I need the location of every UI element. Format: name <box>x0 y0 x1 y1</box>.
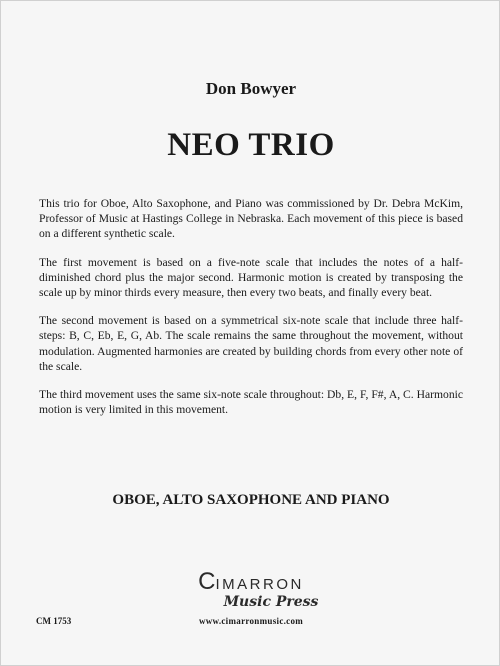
publisher-logo <box>1 568 500 610</box>
logo-rest: IMARRON <box>215 576 304 593</box>
publisher-logo-subtitle: Music Press <box>223 594 319 610</box>
logo-initial: C <box>198 568 216 595</box>
program-note-paragraph: The third movement uses the same six-note scale throughout: Db, E, F, F#, A, C. Harmonic motion is very limited in this movement. <box>39 388 463 417</box>
publisher-website: www.cimarronmusic.com <box>198 616 304 626</box>
piece-title: NEO TRIO <box>167 127 335 163</box>
program-notes <box>39 196 463 430</box>
publisher-logo-wordmark <box>1 568 500 596</box>
catalog-number: CM 1753 <box>36 616 72 626</box>
program-note-paragraph: The second movement is based on a symmetrical six-note scale that include three half-steps: B, C, Eb, E, G, Ab. The scale remains the same throughout the movement, without modulation. Augmented harmonies are created by building chords from every other note of the scale. <box>39 314 463 373</box>
program-note-paragraph: The first movement is based on a five-note scale that includes the notes of a half-diminished chord plus the major second. Harmonic motion is created by transposing the scale up by minor thirds every measure, then every two beats, and finally every beat. <box>39 255 463 300</box>
instrumentation: OBOE, ALTO SAXOPHONE AND PIANO <box>112 492 390 508</box>
composer-name: Don Bowyer <box>205 79 297 98</box>
program-note-paragraph: This trio for Oboe, Alto Saxophone, and Piano was commissioned by Dr. Debra McKim, Professor of Music at Hastings College in Nebraska. Each movement of this piece is based on a different synthetic scale. <box>39 197 463 241</box>
